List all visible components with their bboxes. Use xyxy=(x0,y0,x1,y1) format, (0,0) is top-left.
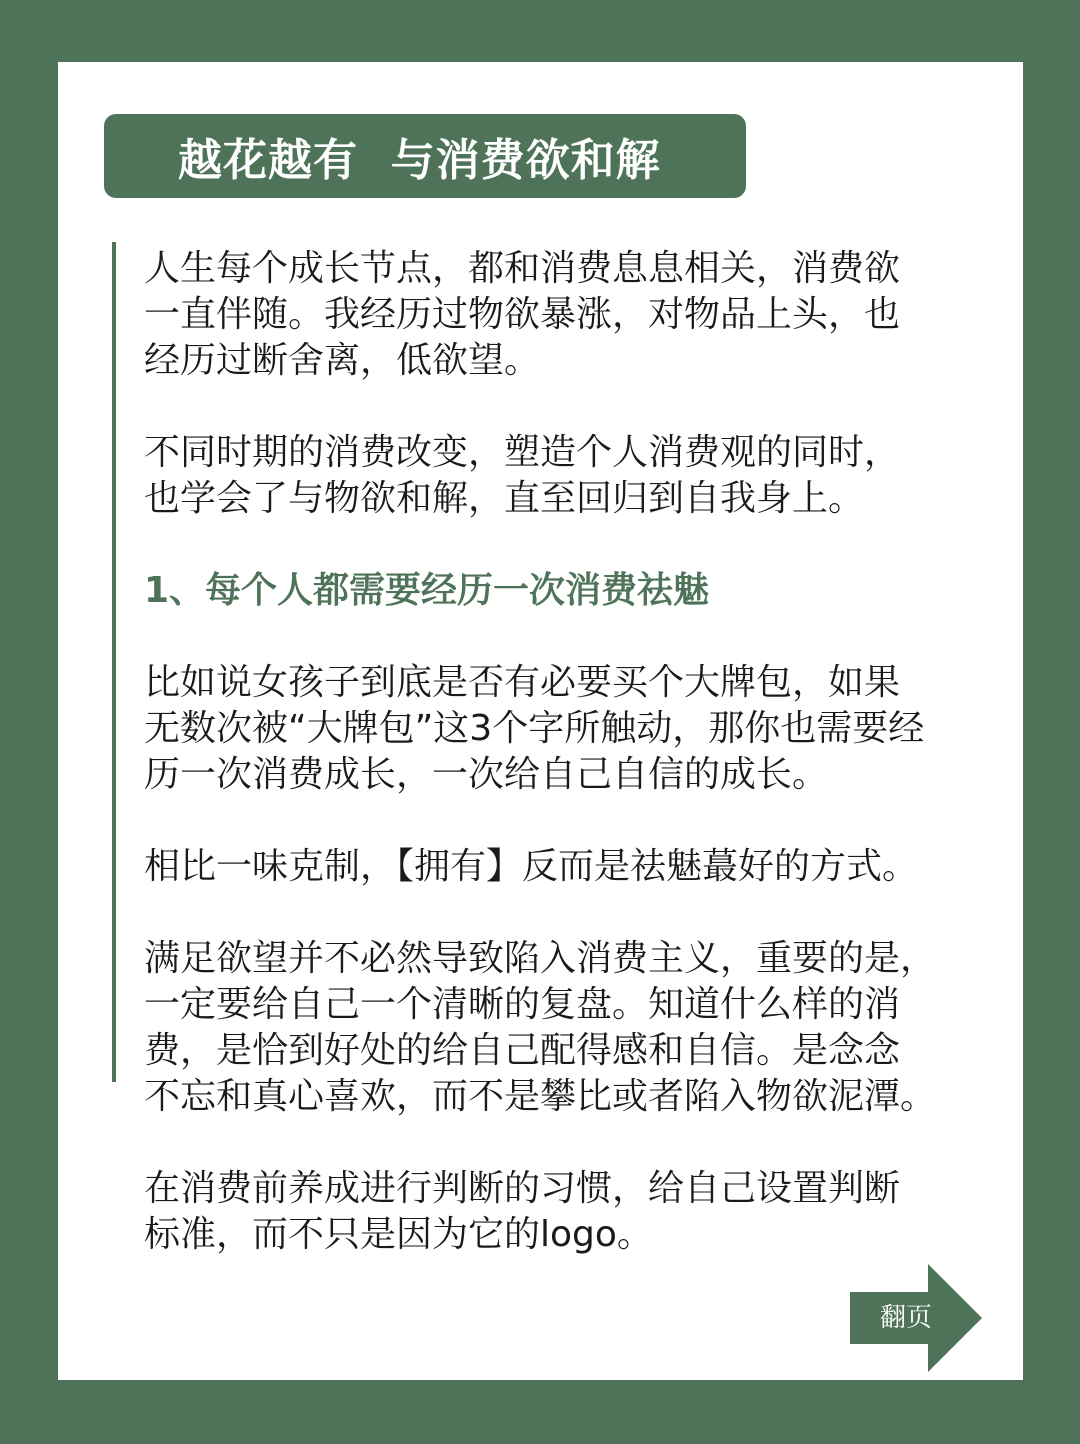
section-heading: 1、每个人都需要经历一次消费祛魅 xyxy=(144,570,710,611)
section-paragraph-4: 在消费前养成进行判断的习惯，给自己设置判断 标准，而不只是因为它的logo。 xyxy=(144,1168,901,1255)
page-title: 越花越有 与消费欲和解 xyxy=(178,135,661,186)
intro-paragraph-2: 不同时期的消费改变，塑造个人消费观的同时， 也学会了与物欲和解，直至回归到自我身上。 xyxy=(144,432,901,519)
next-page-label: 翻页 xyxy=(879,1303,932,1333)
intro-paragraph-1: 人生每个成长节点，都和消费息息相关，消费欲 一直伴随。我经历过物欲暴涨，对物品上头，也 经历过断舍离，低欲望。 xyxy=(144,248,901,381)
content-card xyxy=(58,62,1023,1380)
article-body xyxy=(144,246,984,1304)
next-page-button[interactable] xyxy=(850,1264,982,1372)
section-paragraph-3: 满足欲望并不必然导致陷入消费主义，重要的是， 一定要给自己一个清晰的复盘。知道什么样的消 费，是恰到好处的给自己配得感和自信。是念念 不忘和真心喜欢，而不是攀比或者陷入物欲泥潭。 xyxy=(144,938,937,1117)
section-paragraph-2: 相比一味克制，【拥有】反而是祛魅蕞好的方式。 xyxy=(144,846,919,887)
section-paragraph-1: 比如说女孩子到底是否有必要买个大牌包，如果 无数次被“大牌包”这3个字所触动，那你也需要经 历一次消费成长，一次给自己自信的成长。 xyxy=(144,662,925,795)
title-banner xyxy=(104,114,746,198)
accent-divider xyxy=(112,242,116,1082)
